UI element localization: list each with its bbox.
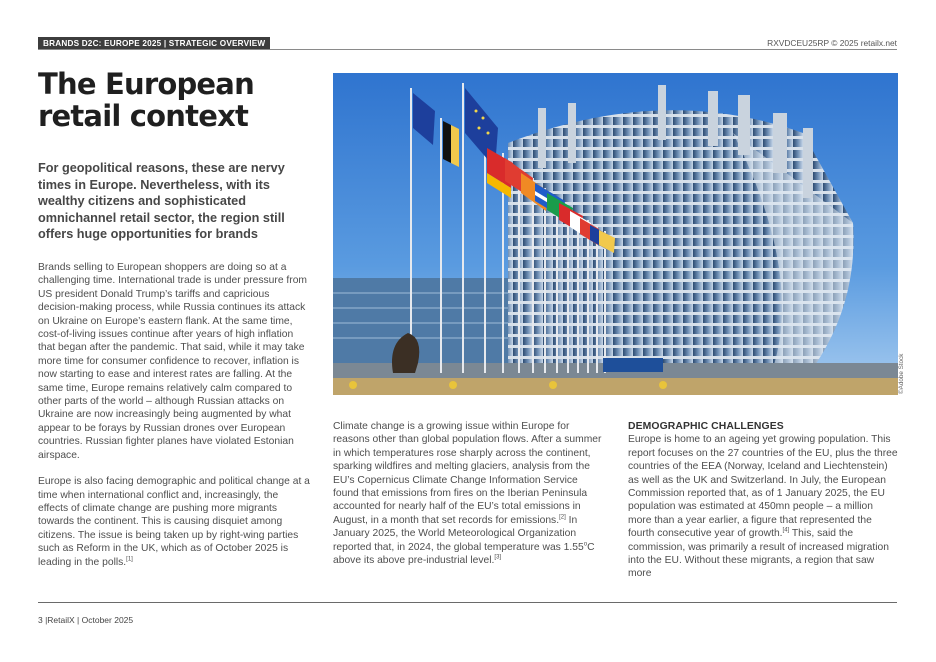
footer-divider: [38, 602, 897, 603]
paragraph-text: This, said the commission, was primarily a result of increased migration into the EU. Without these migrants, a region that saw more: [628, 528, 889, 580]
footnote-ref[interactable]: [1]: [126, 556, 133, 563]
report-reference: RXVDCEU25RP © 2025 retailx.net: [767, 38, 897, 48]
body-column-1: [38, 261, 310, 582]
paragraph-text: Europe is home to an ageing yet growing population. This report focuses on the 27 countries of the EU, plus the three countries of the EEA (Norway, Iceland and Liechtenstein) as well as the UK and Switzerland. In July, the European Commission reported that, as of 1 January 2025, the EU population was estimated at 450mn people – a million more than a year earlier, a figure that represented the fourth consecutive year of growth.: [628, 434, 898, 540]
footnote-ref[interactable]: [2]: [559, 514, 566, 521]
european-parliament-photo: [333, 73, 898, 395]
paragraph: [628, 433, 898, 580]
paragraph: Brands selling to European shoppers are doing so at a challenging time. International trade is under pressure from US president Donald Trump’s tariffs and capricious decision-making process, while Russia continues its attack on Ukraine on Europe’s eastern flank. At the same time, cost-of-living issues continue after years of high inflation that began after the pandemic. That said, while it may take more time for consumer confidence to recover, inflation is now starting to ease and interest rates are falling. At the same time, Europe remains relatively calm compared to other parts of the world – although Russian attacks on Ukraine are now increasingly being augmented by what appear to be forays by Russian drones over European countries. Russian fighter planes have violated Estonian airspace.: [38, 262, 308, 461]
paragraph-text: In January 2025, the World Meteorological Organization reported that, in 2024, the global temperature was 1.55: [333, 514, 584, 553]
paragraph-text: Climate change is a growing issue within Europe for reasons other than global population flows. After a summer in which temperatures rose sharply across the continent, sparking wildfires and melting glaciers, analysis from the EU’s Copernicus Climate Change Information Service found that emissions from fires on the Iberian Peninsula accounted for nearly half of the EU’s total emissions in August, in a month that set records for emissions.: [333, 421, 602, 526]
section-tag: BRANDS D2C: EUROPE 2025 | STRATEGIC OVERVIEW: [38, 37, 270, 49]
body-column-2: [333, 420, 606, 580]
photo-illustration: [333, 73, 898, 395]
paragraph-text: Europe is also facing demographic and political change at a time when international conflict and, increasingly, the effects of climate change are pushing more migrants towards the continent. This is causing disquiet among citizens. The issue is being taken up by right-wing parties such as Reform in the UK, which as of October 2025 is leading in the polls.: [38, 476, 310, 568]
paragraph: [38, 475, 310, 569]
footnote-ref[interactable]: [3]: [494, 554, 502, 561]
footnote-ref[interactable]: [4]: [782, 527, 790, 534]
degree-superscript: o: [583, 541, 588, 548]
body-column-3: [628, 420, 898, 594]
paragraph-text: C above its above pre-industrial level.: [333, 541, 595, 567]
footer-page-info: 3 |RetailX | October 2025: [38, 615, 134, 625]
header-divider: [38, 49, 897, 50]
page-title: The European retail context: [38, 67, 254, 133]
standfirst: For geopolitical reasons, these are nervy times in Europe. Nevertheless, with its wealthy citizens and sophisticated omnichannel retail sector, the region still offers huge opportunities for brands: [38, 161, 285, 242]
paragraph: [333, 420, 606, 567]
section-heading: DEMOGRAPHIC CHALLENGES: [628, 421, 784, 432]
photo-credit: ©Adobe Stock: [898, 353, 905, 394]
